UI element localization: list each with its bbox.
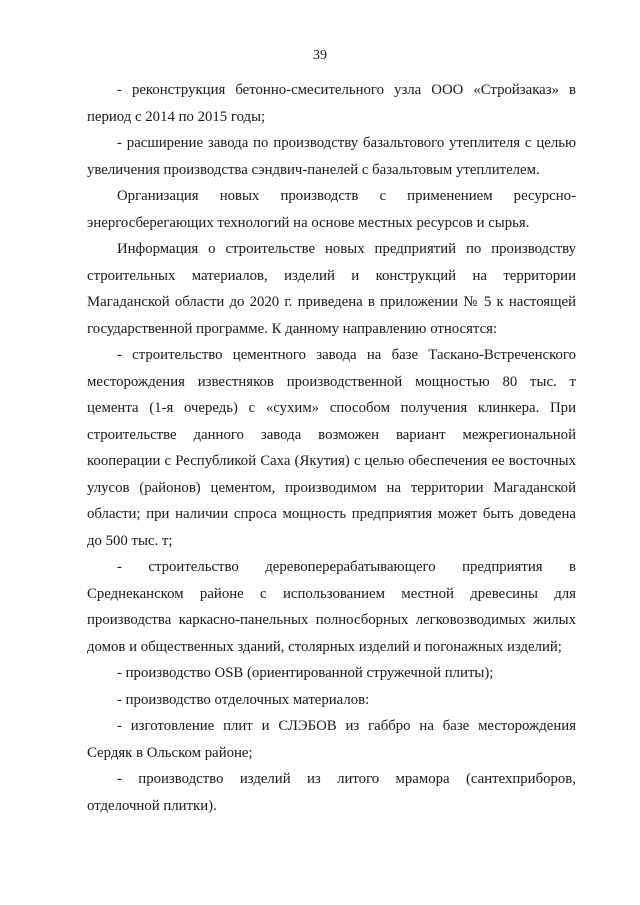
paragraph-new-enterprises-info: Информация о строительстве новых предприятий по производству строительных материалов, изделий и конструкций на территории Магаданской области до 2020 г. приведена в приложении № 5 к настоящей государственной программе. К данному направлению относятся: <box>87 241 576 337</box>
document-body <box>87 77 576 819</box>
list-item-osb-production: - производство OSB (ориентированной стружечной плиты); <box>117 665 494 681</box>
list-item-finishing-materials: - производство отделочных материалов: <box>117 691 370 708</box>
list-item-cast-marble: - производство изделий из литого мрамора (сантехприборов, отделочной плитки). <box>87 771 576 814</box>
list-item-cement-plant: - строительство цементного завода на базе Таскано-Встреченского месторождения известняков производственной мощностью 80 тыс. т цемента (1-я очередь) с «сухим» способом получения клинкера. При строительстве данного завода возможен вариант межрегиональной кооперации с Республикой Саха (Якутия) с целью обеспечения ее восточных улусов (районов) цементом, производимом на территории Магаданской области; при наличии спроса мощность предприятия может быть доведена до 500 тыс. т; <box>87 347 576 549</box>
list-item-woodworking-plant: - строительство деревоперерабатывающего предприятия в Среднеканском районе с использованием местной древесины для производства каркасно-панельных полносборных легковозводимых жилых домов и общественных зданий, столярных изделий и погонажных изделий; <box>87 559 576 655</box>
list-item-gabbro-slabs: - изготовление плит и СЛЭБОВ из габбро на базе месторождения Сердяк в Ольском районе; <box>87 718 576 761</box>
page-number: 39 <box>313 48 327 63</box>
section-heading-new-productions: Организация новых производств с применением ресурсно-энергосберегающих технологий на основе местных ресурсов и сырья. <box>87 188 576 231</box>
list-item-basalt-insulation-expansion: - расширение завода по производству базальтового утеплителя с целью увеличения производства сэндвич-панелей с базальтовым утеплителем. <box>87 135 576 178</box>
list-item-concrete-plant-reconstruction: - реконструкция бетонно-смесительного узла ООО «Стройзаказ» в период с 2014 по 2015 годы; <box>87 82 576 125</box>
